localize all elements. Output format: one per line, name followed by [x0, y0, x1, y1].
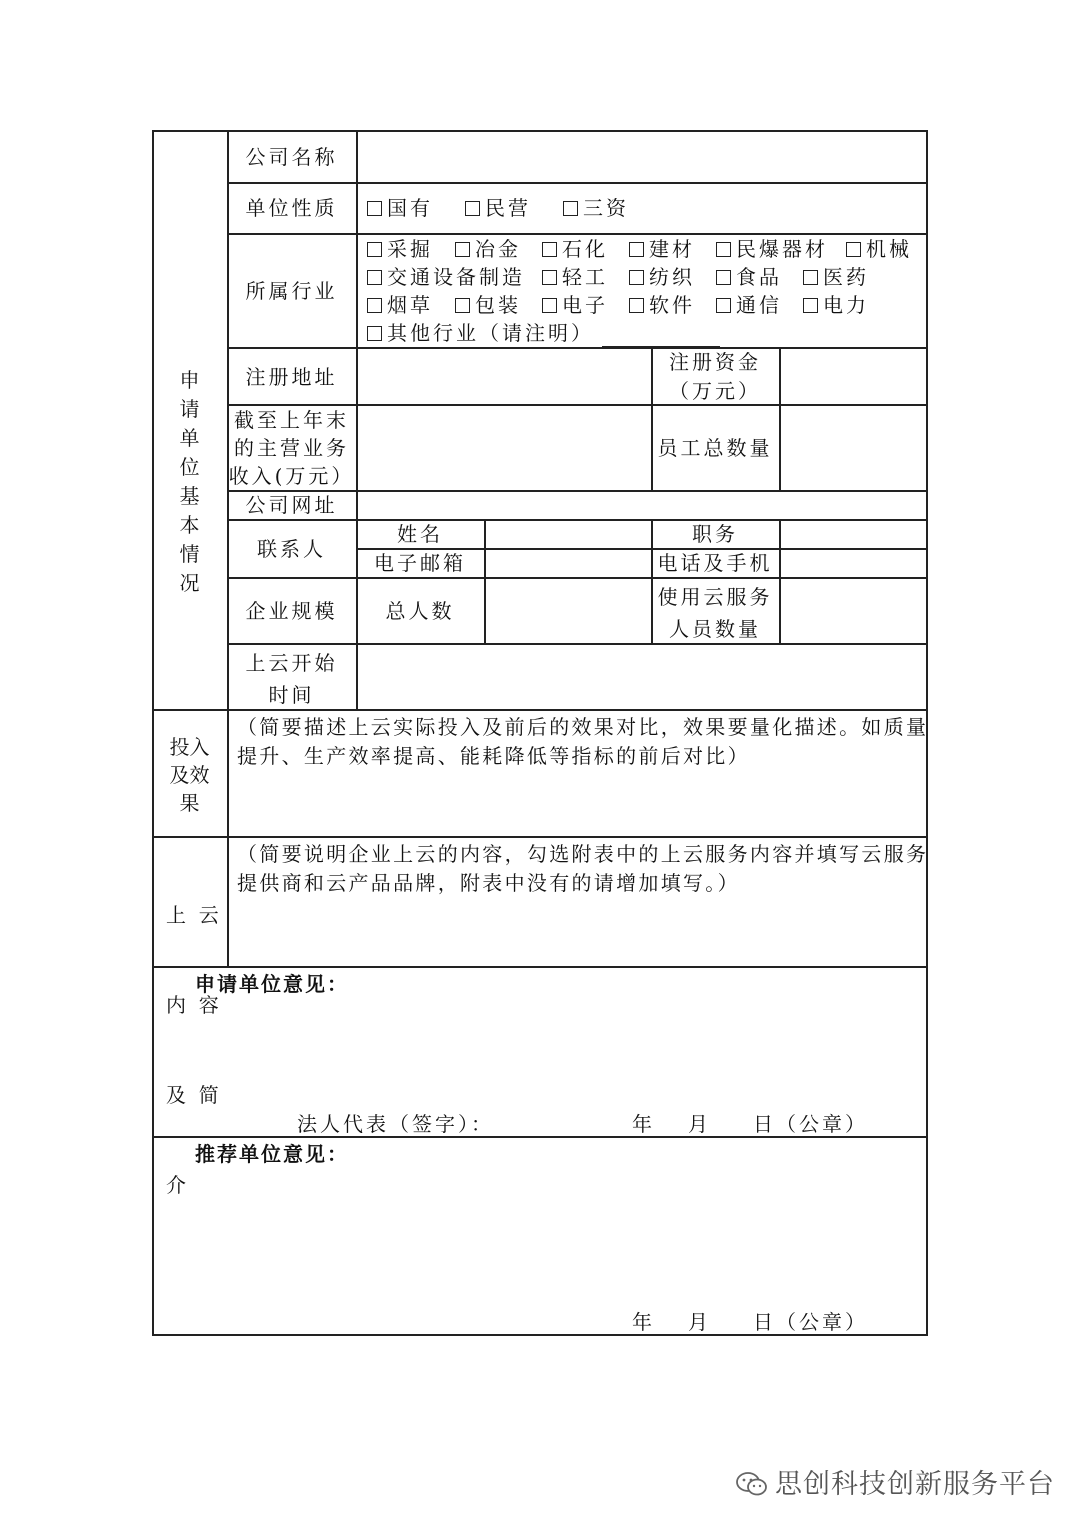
- section-label-investment: 投入 及效 果: [169, 735, 210, 815]
- row-divider: [152, 966, 928, 968]
- checkbox-icon[interactable]: [367, 326, 382, 341]
- label-scale: 企业规模: [245, 599, 338, 623]
- checkbox-option[interactable]: 纺织: [629, 263, 695, 291]
- cloud-content-field[interactable]: [229, 900, 926, 966]
- row-divider: [152, 836, 928, 838]
- cloud-start-field[interactable]: [358, 645, 926, 709]
- checkbox-icon[interactable]: [367, 270, 382, 285]
- applicant-date-year: 年: [632, 1112, 655, 1136]
- name-field[interactable]: [486, 521, 651, 548]
- checkbox-option[interactable]: 冶金: [455, 235, 521, 263]
- label-employees: 员工总数量: [657, 436, 773, 460]
- watermark: [735, 1462, 1055, 1501]
- checkbox-icon[interactable]: [542, 242, 557, 257]
- checkbox-icon[interactable]: [367, 298, 382, 313]
- checkbox-option[interactable]: 软件: [629, 291, 695, 319]
- checkbox-icon[interactable]: [716, 270, 731, 285]
- checkbox-icon[interactable]: [542, 270, 557, 285]
- checkbox-icon[interactable]: [367, 201, 382, 216]
- checkbox-option[interactable]: 民营: [465, 194, 531, 222]
- checkbox-icon[interactable]: [455, 242, 470, 257]
- label-email: 电子邮箱: [374, 551, 466, 575]
- website-field[interactable]: [358, 492, 926, 519]
- checkbox-option[interactable]: 医药: [803, 263, 869, 291]
- checkbox-icon[interactable]: [563, 201, 578, 216]
- company-name-field[interactable]: [358, 132, 926, 182]
- checkbox-icon[interactable]: [846, 242, 861, 257]
- checkbox-icon[interactable]: [803, 298, 818, 313]
- recommender-opinion-title: 推荐单位意见：: [195, 1142, 349, 1166]
- checkbox-option[interactable]: 石化: [542, 235, 608, 263]
- label-website: 公司网址: [245, 493, 338, 517]
- label-revenue: 截至上年末 的主营业务 收入(万元）: [228, 408, 355, 488]
- cloud-users-field[interactable]: [781, 579, 926, 643]
- checkbox-option[interactable]: 通信: [716, 291, 782, 319]
- recommender-opinion-field[interactable]: [154, 1170, 926, 1300]
- checkbox-icon[interactable]: [716, 298, 731, 313]
- phone-field[interactable]: [781, 550, 926, 577]
- checkbox-option[interactable]: 食品: [716, 263, 782, 291]
- label-industry: 所属行业: [245, 279, 338, 303]
- cloud-content-description: （简要说明企业上云的内容，勾选附表中的上云服务内容并填写云服务 提供商和云产品品牌，附表中没有的请增加填写。）: [237, 842, 929, 895]
- recommender-date-year: 年: [632, 1310, 655, 1334]
- applicant-date-day-seal: 日（公章）: [753, 1112, 868, 1136]
- label-total-people: 总人数: [385, 599, 455, 623]
- recommender-date-month: 月: [688, 1310, 711, 1334]
- checkbox-option[interactable]: 轻工: [542, 263, 608, 291]
- checkbox-option[interactable]: 包装: [455, 291, 521, 319]
- total-people-field[interactable]: [486, 579, 651, 643]
- label-reg-address: 注册地址: [245, 365, 338, 389]
- label-contact: 联系人: [257, 537, 326, 561]
- checkbox-icon[interactable]: [629, 298, 644, 313]
- checkbox-option[interactable]: 三资: [563, 194, 629, 222]
- other-industry-blank[interactable]: [602, 328, 720, 347]
- checkbox-option[interactable]: 交通设备制造: [367, 263, 525, 291]
- applicant-date-month: 月: [688, 1112, 711, 1136]
- investment-description: （简要描述上云实际投入及前后的效果对比，效果要量化描述。如质量 提升、生产效率提高、能耗降低等指标的前后对比）: [237, 715, 929, 768]
- label-company-name: 公司名称: [245, 145, 338, 169]
- reg-capital-field[interactable]: [781, 349, 926, 404]
- legal-rep-signature-label: 法人代表（签字）：: [297, 1112, 494, 1136]
- email-field[interactable]: [486, 550, 651, 577]
- revenue-field[interactable]: [358, 406, 651, 490]
- label-position: 职务: [692, 522, 738, 546]
- checkbox-option[interactable]: 电子: [542, 291, 608, 319]
- watermark-text: 思创科技创新服务平台: [775, 1469, 1055, 1500]
- checkbox-icon[interactable]: [465, 201, 480, 216]
- checkbox-icon[interactable]: [542, 298, 557, 313]
- checkbox-option[interactable]: 建材: [629, 235, 695, 263]
- checkbox-option[interactable]: 电力: [803, 291, 869, 319]
- label-name: 姓名: [397, 522, 443, 546]
- section-label-cloud-content: 上 云 内 容 及 简 介: [166, 903, 219, 1197]
- label-reg-capital: 注册资金 （万元）: [669, 350, 761, 403]
- recommender-date-day-seal: 日（公章）: [753, 1310, 868, 1334]
- row-divider: [227, 182, 928, 184]
- checkbox-icon[interactable]: [716, 242, 731, 257]
- checkbox-icon[interactable]: [367, 242, 382, 257]
- applicant-opinion-field[interactable]: [154, 1000, 926, 1100]
- section-label-applicant-info: 申 请 单 位 基 本 情 况: [179, 368, 200, 595]
- investment-field[interactable]: [229, 772, 926, 836]
- checkbox-icon[interactable]: [803, 270, 818, 285]
- label-phone: 电话及手机: [657, 551, 773, 575]
- wechat-icon: [735, 1471, 769, 1497]
- checkbox-icon[interactable]: [629, 242, 644, 257]
- employees-field[interactable]: [781, 406, 926, 490]
- checkbox-icon[interactable]: [629, 270, 644, 285]
- checkbox-option[interactable]: 采掘: [367, 235, 433, 263]
- applicant-opinion-title: 申请单位意见：: [195, 972, 349, 996]
- checkbox-option-other[interactable]: 其他行业（请注明）: [367, 319, 720, 347]
- checkbox-option[interactable]: 国有: [367, 194, 433, 222]
- checkbox-option[interactable]: 烟草: [367, 291, 433, 319]
- label-cloud-users: 使用云服务 人员数量: [657, 585, 773, 641]
- position-field[interactable]: [781, 521, 926, 548]
- label-unit-nature: 单位性质: [245, 196, 338, 220]
- checkbox-option[interactable]: 机械: [846, 235, 912, 263]
- reg-address-field[interactable]: [358, 349, 651, 404]
- checkbox-icon[interactable]: [455, 298, 470, 313]
- checkbox-option[interactable]: 民爆器材: [716, 235, 828, 263]
- label-cloud-start: 上云开始 时间: [245, 651, 338, 707]
